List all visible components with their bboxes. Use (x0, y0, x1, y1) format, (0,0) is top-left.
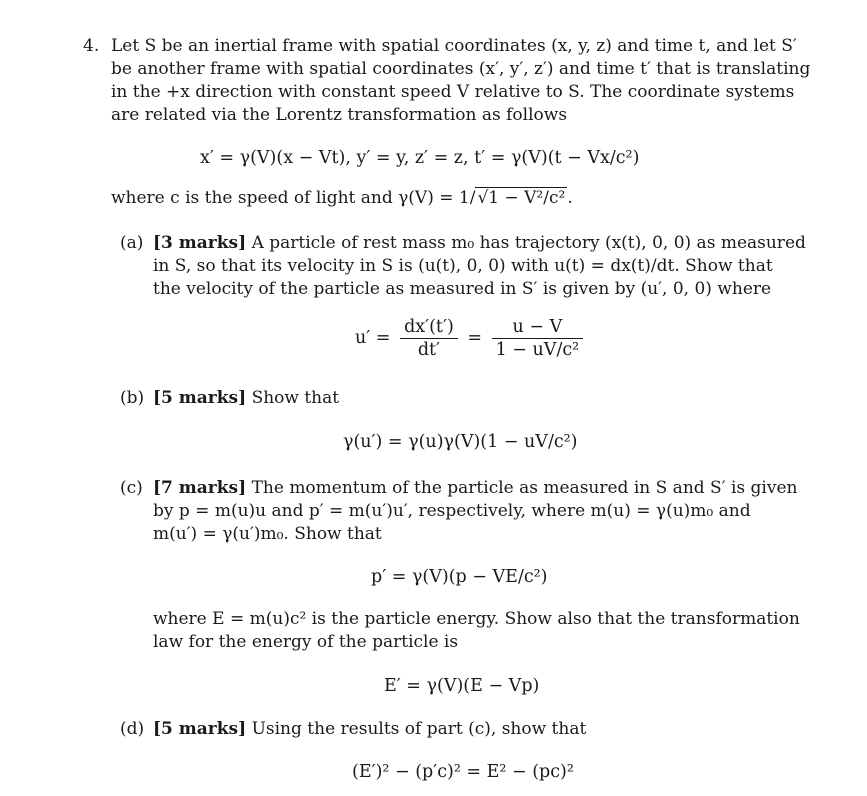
velocity-lhs: u′ = (355, 328, 391, 348)
part-c-label: (c) (120, 478, 143, 498)
invariant-equation: (E′)² − (p′c)² = E² − (pc)² (352, 762, 574, 782)
part-c-after-line-2: law for the energy of the particle is (153, 632, 459, 652)
part-b-line-1 (153, 387, 339, 409)
intro-line-3: in the +x direction with constant speed V relative to S. The coordinate systems (111, 82, 795, 102)
part-d-text: Using the results of part (c), show that (251, 719, 587, 739)
part-a-label: (a) (120, 233, 144, 253)
lorentz-equation: x′ = γ(V)(x − Vt), y′ = y, z′ = z, t′ = γ(V)(t − Vx/c²) (200, 148, 640, 168)
part-c-after-line-1: where E = m(u)c² is the particle energy. Show also that the transformation (153, 609, 800, 629)
gamma-equation: γ(u′) = γ(u)γ(V)(1 − uV/c²) (343, 432, 578, 452)
velocity-fraction (492, 316, 584, 361)
derivative-numerator: dx′(t′) (400, 316, 458, 339)
part-c-marks: [7 marks] (153, 478, 247, 498)
part-d-label: (d) (120, 719, 145, 739)
sqrt-content: 1 − V²/c² (488, 188, 566, 208)
intro-line-4: are related via the Lorentz transformation as follows (111, 105, 568, 125)
part-b-label: (b) (120, 388, 145, 408)
part-a-marks: [3 marks] (153, 233, 247, 253)
part-a-line-2: in S, so that its velocity in S is (u(t), 0, 0) with u(t) = dx(t)/dt. Show that (153, 256, 773, 276)
where-end: . (567, 188, 573, 208)
part-b-text: Show that (251, 388, 340, 408)
velocity-numerator: u − V (492, 316, 584, 339)
momentum-transform-equation: p′ = γ(V)(p − VE/c²) (371, 567, 548, 587)
part-d-line-1 (153, 718, 586, 740)
part-d-marks: [5 marks] (153, 719, 247, 739)
part-c-line-3: m(u′) = γ(u′)m₀. Show that (153, 524, 382, 544)
part-c-line-2: by p = m(u)u and p′ = m(u′)u′, respectively, where m(u) = γ(u)m₀ and (153, 501, 751, 521)
intro-line-1: Let S be an inertial frame with spatial coordinates (x, y, z) and time t, and let S′ (111, 36, 797, 56)
part-b-marks: [5 marks] (153, 388, 247, 408)
energy-transform-equation: E′ = γ(V)(E − Vp) (384, 676, 540, 696)
velocity-equals: = (467, 328, 483, 348)
intro-line-2: be another frame with spatial coordinates (x′, y′, z′) and time t′ that is translating (111, 59, 811, 79)
derivative-fraction (400, 316, 458, 361)
question-number: 4. (83, 36, 100, 56)
derivative-denominator: dt′ (417, 340, 441, 360)
velocity-transform-equation (355, 316, 587, 361)
velocity-denominator: 1 − uV/c² (495, 340, 580, 360)
sqrt-expression: √1 − V²/c² (477, 188, 566, 208)
speed-of-light-definition (111, 187, 573, 209)
part-a-line-1 (153, 232, 806, 254)
part-c-line-1 (153, 477, 797, 499)
part-a-line-3: the velocity of the particle as measured in S′ is given by (u′, 0, 0) where (153, 279, 772, 299)
part-a-text-1: A particle of rest mass m₀ has trajectory (x(t), 0, 0) as measured (251, 233, 806, 253)
where-text: where c is the speed of light and γ(V) = 1/ (111, 188, 476, 208)
part-c-text-1: The momentum of the particle as measured in S and S′ is given (251, 478, 798, 498)
